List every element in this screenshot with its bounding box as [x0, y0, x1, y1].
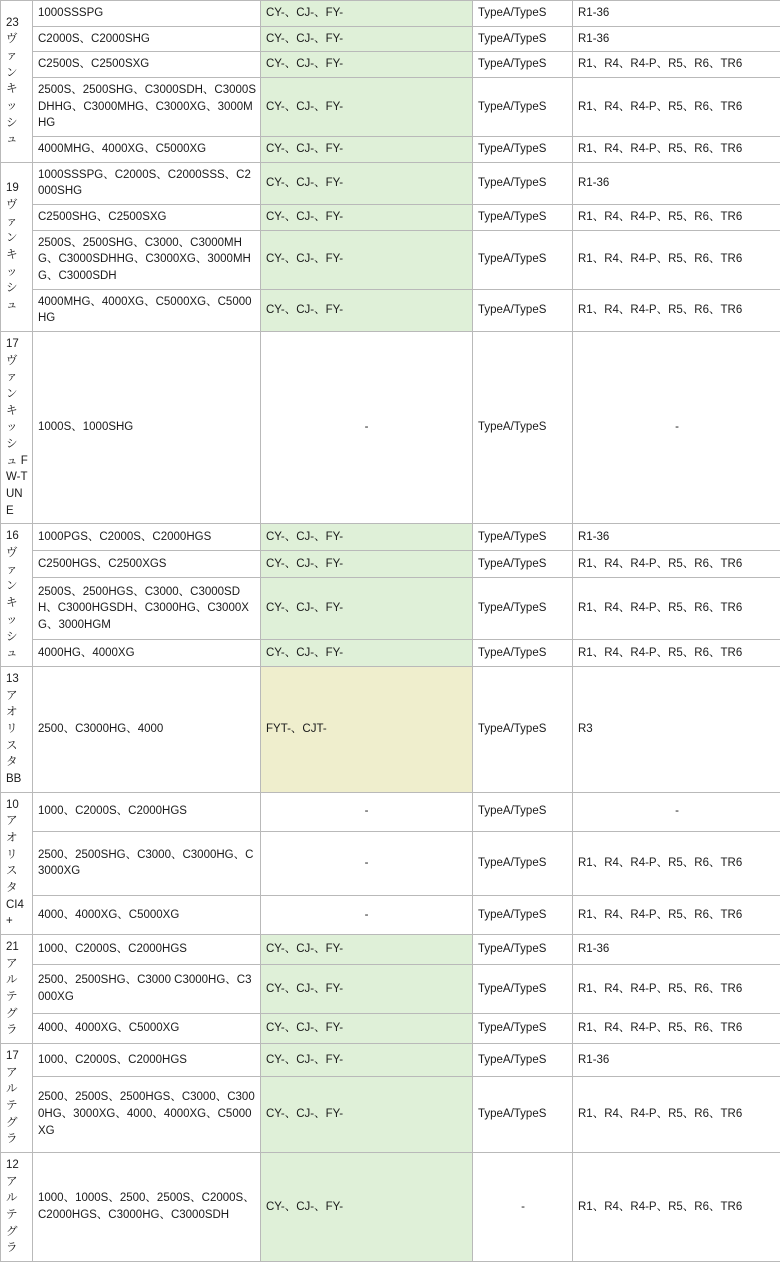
- spool-cell: R1、R4、R4-P、R5、R6、TR6: [573, 1014, 780, 1044]
- handle-type-cell: TypeA/TypeS: [473, 524, 573, 551]
- table-body: [1, 1, 780, 1262]
- table-row: [1, 934, 780, 964]
- model-list-cell: C2500S、C2500SXG: [33, 52, 261, 78]
- table-row: [1, 1, 780, 27]
- spool-cell: R1、R4、R4-P、R5、R6、TR6: [573, 831, 780, 895]
- spool-cell: R1、R4、R4-P、R5、R6、TR6: [573, 895, 780, 934]
- handle-knob-cell: -: [261, 792, 473, 831]
- handle-type-cell: TypeA/TypeS: [473, 964, 573, 1013]
- table-row: [1, 1014, 780, 1044]
- handle-type-cell: TypeA/TypeS: [473, 1077, 573, 1153]
- handle-knob-cell: CY-、CJ-、FY-: [261, 524, 473, 551]
- handle-type-cell: TypeA/TypeS: [473, 934, 573, 964]
- reel-series-cell: 17 アルテグラ: [1, 1043, 33, 1152]
- model-list-cell: 2500S、2500SHG、C3000、C3000MHG、C3000SDHHG、C3000XG、3000MHG、C3000SDH: [33, 230, 261, 289]
- handle-type-cell: TypeA/TypeS: [473, 666, 573, 792]
- table-row: [1, 162, 780, 204]
- handle-type-cell: TypeA/TypeS: [473, 52, 573, 78]
- model-list-cell: 4000、4000XG、C5000XG: [33, 895, 261, 934]
- handle-knob-cell: CY-、CJ-、FY-: [261, 551, 473, 578]
- reel-series-cell: 19 ヴァンキッシュ: [1, 162, 33, 331]
- handle-type-cell: TypeA/TypeS: [473, 639, 573, 666]
- model-list-cell: 1000、C2000S、C2000HGS: [33, 934, 261, 964]
- reel-series-cell: 17 ヴァンキッシュ FW-TUNE: [1, 332, 33, 524]
- table-row: [1, 78, 780, 137]
- table-row: [1, 332, 780, 524]
- table-row: [1, 639, 780, 666]
- handle-type-cell: TypeA/TypeS: [473, 230, 573, 289]
- table-row: [1, 551, 780, 578]
- handle-type-cell: TypeA/TypeS: [473, 1014, 573, 1044]
- model-list-cell: C2500HGS、C2500XGS: [33, 551, 261, 578]
- table-row: [1, 137, 780, 163]
- spool-cell: R1、R4、R4-P、R5、R6、TR6: [573, 1077, 780, 1153]
- model-list-cell: 4000HG、4000XG: [33, 639, 261, 666]
- reel-series-cell: 21 アルテグラ: [1, 934, 33, 1043]
- model-list-cell: 4000、4000XG、C5000XG: [33, 1014, 261, 1044]
- handle-knob-cell: CY-、CJ-、FY-: [261, 205, 473, 231]
- handle-knob-cell: CY-、CJ-、FY-: [261, 934, 473, 964]
- handle-type-cell: TypeA/TypeS: [473, 289, 573, 331]
- model-list-cell: C2000S、C2000SHG: [33, 26, 261, 52]
- spool-cell: R1、R4、R4-P、R5、R6、TR6: [573, 551, 780, 578]
- spool-cell: R1-36: [573, 26, 780, 52]
- handle-type-cell: TypeA/TypeS: [473, 895, 573, 934]
- spool-cell: R1、R4、R4-P、R5、R6、TR6: [573, 52, 780, 78]
- handle-knob-cell: CY-、CJ-、FY-: [261, 137, 473, 163]
- handle-type-cell: TypeA/TypeS: [473, 78, 573, 137]
- table-row: [1, 831, 780, 895]
- handle-knob-cell: CY-、CJ-、FY-: [261, 26, 473, 52]
- spool-cell: R1-36: [573, 1, 780, 27]
- spool-cell: R1、R4、R4-P、R5、R6、TR6: [573, 964, 780, 1013]
- table-row: [1, 289, 780, 331]
- handle-knob-cell: CY-、CJ-、FY-: [261, 1077, 473, 1153]
- handle-knob-cell: -: [261, 332, 473, 524]
- table-row: [1, 895, 780, 934]
- handle-type-cell: TypeA/TypeS: [473, 332, 573, 524]
- handle-knob-cell: CY-、CJ-、FY-: [261, 1, 473, 27]
- spool-cell: R3: [573, 666, 780, 792]
- table-row: [1, 666, 780, 792]
- spool-cell: R1、R4、R4-P、R5、R6、TR6: [573, 137, 780, 163]
- spool-cell: R1、R4、R4-P、R5、R6、TR6: [573, 1152, 780, 1261]
- handle-knob-cell: CY-、CJ-、FY-: [261, 1152, 473, 1261]
- handle-knob-cell: CY-、CJ-、FY-: [261, 1014, 473, 1044]
- model-list-cell: 1000SSSPG: [33, 1, 261, 27]
- handle-knob-cell: CY-、CJ-、FY-: [261, 52, 473, 78]
- model-list-cell: 1000SSSPG、C2000S、C2000SSS、C2000SHG: [33, 162, 261, 204]
- handle-knob-cell: CY-、CJ-、FY-: [261, 230, 473, 289]
- spool-cell: R1、R4、R4-P、R5、R6、TR6: [573, 205, 780, 231]
- handle-type-cell: TypeA/TypeS: [473, 205, 573, 231]
- spool-cell: -: [573, 332, 780, 524]
- spool-cell: R1-36: [573, 934, 780, 964]
- model-list-cell: C2500SHG、C2500SXG: [33, 205, 261, 231]
- handle-knob-cell: CY-、CJ-、FY-: [261, 78, 473, 137]
- model-list-cell: 2500S、2500SHG、C3000SDH、C3000SDHHG、C3000MHG、C3000XG、3000MHG: [33, 78, 261, 137]
- handle-knob-cell: CY-、CJ-、FY-: [261, 162, 473, 204]
- table-row: [1, 26, 780, 52]
- spool-cell: -: [573, 792, 780, 831]
- handle-type-cell: TypeA/TypeS: [473, 792, 573, 831]
- table-row: [1, 578, 780, 640]
- reel-series-cell: 12 アルテグラ: [1, 1152, 33, 1261]
- handle-knob-cell: CY-、CJ-、FY-: [261, 639, 473, 666]
- spool-cell: R1、R4、R4-P、R5、R6、TR6: [573, 78, 780, 137]
- handle-knob-cell: CY-、CJ-、FY-: [261, 578, 473, 640]
- model-list-cell: 1000PGS、C2000S、C2000HGS: [33, 524, 261, 551]
- reel-series-cell: 10 アオリスタ CI4+: [1, 792, 33, 934]
- model-list-cell: 1000S、1000SHG: [33, 332, 261, 524]
- model-list-cell: 2500、2500S、2500HGS、C3000、C3000HG、3000XG、4000、4000XG、C5000XG: [33, 1077, 261, 1153]
- reel-series-cell: 13 アオリスタ BB: [1, 666, 33, 792]
- model-list-cell: 1000、C2000S、C2000HGS: [33, 1043, 261, 1076]
- spool-cell: R1-36: [573, 524, 780, 551]
- handle-type-cell: TypeA/TypeS: [473, 137, 573, 163]
- model-list-cell: 2500、2500SHG、C3000、C3000HG、C3000XG: [33, 831, 261, 895]
- table-row: [1, 1043, 780, 1076]
- handle-knob-cell: FYT-、CJT-: [261, 666, 473, 792]
- model-list-cell: 2500S、2500HGS、C3000、C3000SDH、C3000HGSDH、C3000HG、C3000XG、3000HGM: [33, 578, 261, 640]
- model-list-cell: 4000MHG、4000XG、C5000XG: [33, 137, 261, 163]
- spool-cell: R1、R4、R4-P、R5、R6、TR6: [573, 578, 780, 640]
- model-list-cell: 2500、C3000HG、4000: [33, 666, 261, 792]
- handle-type-cell: TypeA/TypeS: [473, 1043, 573, 1076]
- handle-type-cell: TypeA/TypeS: [473, 26, 573, 52]
- reel-series-cell: 16 ヴァンキッシュ: [1, 524, 33, 666]
- model-list-cell: 1000、1000S、2500、2500S、C2000S、C2000HGS、C3000HG、C3000SDH: [33, 1152, 261, 1261]
- table-row: [1, 1077, 780, 1153]
- spool-cell: R1-36: [573, 1043, 780, 1076]
- table-row: [1, 524, 780, 551]
- table-row: [1, 964, 780, 1013]
- table-row: [1, 792, 780, 831]
- handle-type-cell: TypeA/TypeS: [473, 831, 573, 895]
- table-row: [1, 230, 780, 289]
- table-row: [1, 205, 780, 231]
- handle-type-cell: TypeA/TypeS: [473, 551, 573, 578]
- handle-type-cell: -: [473, 1152, 573, 1261]
- spool-cell: R1、R4、R4-P、R5、R6、TR6: [573, 289, 780, 331]
- spool-cell: R1、R4、R4-P、R5、R6、TR6: [573, 639, 780, 666]
- model-list-cell: 2500、2500SHG、C3000 C3000HG、C3000XG: [33, 964, 261, 1013]
- spool-cell: R1、R4、R4-P、R5、R6、TR6: [573, 230, 780, 289]
- handle-type-cell: TypeA/TypeS: [473, 578, 573, 640]
- handle-knob-cell: -: [261, 831, 473, 895]
- table-row: [1, 52, 780, 78]
- handle-knob-cell: CY-、CJ-、FY-: [261, 964, 473, 1013]
- model-list-cell: 1000、C2000S、C2000HGS: [33, 792, 261, 831]
- reel-series-cell: 23 ヴァンキッシュ: [1, 1, 33, 163]
- handle-knob-cell: CY-、CJ-、FY-: [261, 289, 473, 331]
- table-row: [1, 1152, 780, 1261]
- handle-type-cell: TypeA/TypeS: [473, 1, 573, 27]
- handle-knob-cell: CY-、CJ-、FY-: [261, 1043, 473, 1076]
- spool-cell: R1-36: [573, 162, 780, 204]
- handle-knob-cell: -: [261, 895, 473, 934]
- handle-type-cell: TypeA/TypeS: [473, 162, 573, 204]
- model-list-cell: 4000MHG、4000XG、C5000XG、C5000HG: [33, 289, 261, 331]
